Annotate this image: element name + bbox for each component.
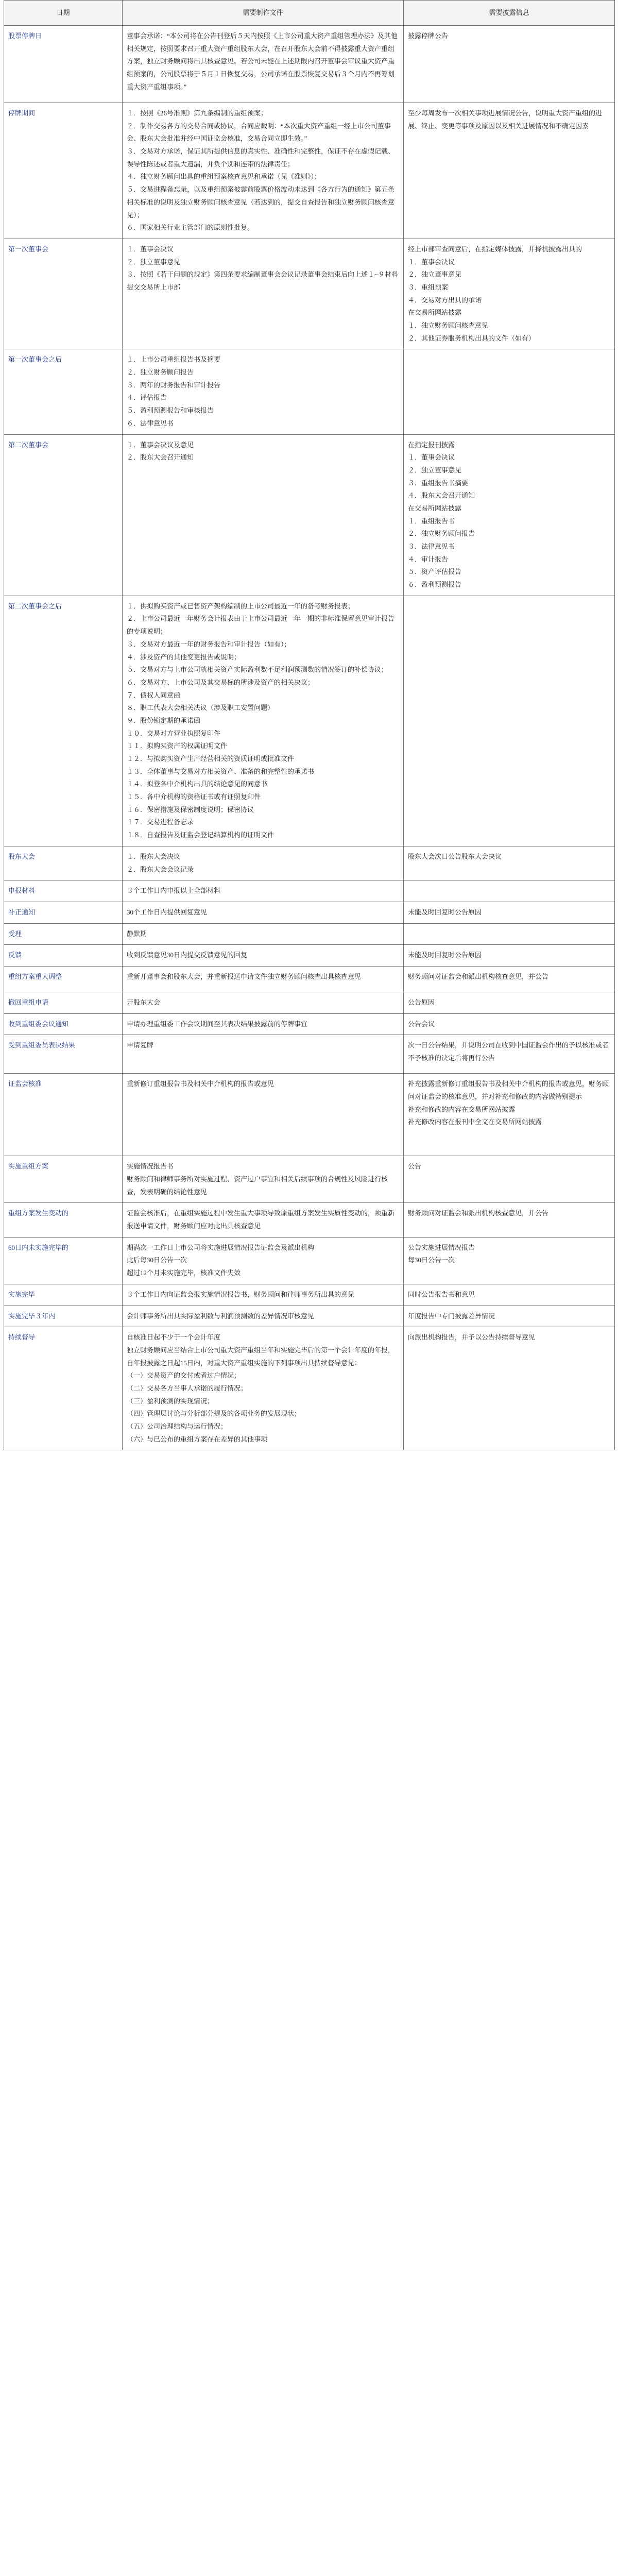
disclosure-item: 年度报告中专门披露差异情况 (408, 1312, 495, 1320)
file-item: １５．各中介机构的资格证书或有证照复印件 (127, 793, 261, 801)
stage-date-cell (4, 992, 123, 1013)
file-item: ５．交易对方与上市公司就相关资产实际盈利数不足利润预测数的情况签订的补偿协议； (127, 666, 388, 674)
required-files-cell (123, 902, 404, 923)
table-row (4, 945, 615, 967)
file-item: １４．拟登各中介机构出具的结论意见的同意书 (127, 780, 268, 788)
disclosure-cell (404, 1237, 615, 1284)
file-item: １．上市公司重组报告书及摘要 (127, 355, 221, 364)
disclosure-item: ２．独立董事意见 (408, 270, 462, 279)
disclosure-item: ５．资产评估报告 (408, 568, 462, 576)
disclosure-item: 未能及时回复时公告原因 (408, 908, 482, 916)
file-item: ４．评估报告 (127, 394, 167, 402)
required-files-cell (123, 349, 404, 434)
stage-label: 实施重组方案 (8, 1162, 49, 1171)
file-item: １．董事会决议 (127, 245, 174, 253)
required-files-cell (123, 1203, 404, 1237)
file-item: １．供拟购买资产或已售资产架构编制的上市公司最近一年的备考财务报表； (127, 602, 355, 610)
required-files-cell (123, 103, 404, 239)
required-files-cell (123, 880, 404, 902)
disclosure-cell (404, 1203, 615, 1237)
disclosure-item: ４．审计报告 (408, 555, 449, 563)
disclosure-cell (404, 596, 615, 846)
table-row (4, 1306, 615, 1327)
disclosure-item: ４．股东大会召开通知 (408, 492, 475, 500)
stage-date-cell (4, 902, 123, 923)
file-item: （六）与已公布的重组方案存在差异的其他事项 (127, 1435, 268, 1443)
table-row (4, 966, 615, 992)
file-item: 实施情况报告书 (127, 1162, 174, 1171)
stage-date-cell (4, 923, 123, 945)
table-row (4, 1013, 615, 1035)
table-row (4, 846, 615, 880)
required-files-cell (123, 26, 404, 103)
stage-label: 受到重组委员表决结果 (8, 1041, 76, 1049)
file-item: 申请复牌 (127, 1041, 154, 1049)
table-row (4, 434, 615, 596)
stage-date-cell (4, 945, 123, 967)
disclosure-cell (404, 992, 615, 1013)
file-item: 超过12个月未实施完毕，核准文件失效 (127, 1269, 241, 1277)
file-item: 重新开董事会和股东大会，并重新报送申请文件独立财务顾问核查出具核查意见 (127, 972, 362, 980)
header-date: 日期 (4, 1, 123, 26)
file-item: １．董事会决议及意见 (127, 440, 194, 449)
required-files-cell (123, 992, 404, 1013)
file-item: （四）管理层讨论与分析部分提及的各项业务的发展现状； (127, 1410, 301, 1418)
required-files-cell (123, 596, 404, 846)
file-item: 申请办理重组委工作会议期间至其表决结果披露前的停牌事宜 (127, 1020, 308, 1028)
file-item: ９．股份锁定期的承诺函 (127, 716, 201, 724)
disclosure-item: １．董事会决议 (408, 453, 455, 462)
file-item: （三）盈利预测的实现情况； (127, 1397, 214, 1405)
stage-date-cell (4, 434, 123, 596)
disclosure-item: ２．其他证券服务机构出具的文件（如有） (408, 334, 536, 342)
disclosure-item: ４．交易对方出具的承诺 (408, 296, 482, 304)
file-item: ３．交易对方承诺，保证其所提供信息的真实性、准确性和完整性，保证不存在虚假记载、误导性陈述或者重大遗漏，并负个别和连带的法律责任； (127, 147, 395, 168)
file-item: ２．独立董事意见 (127, 258, 181, 266)
file-item: １６．保密措施及保密制度说明；保密协议 (127, 805, 254, 814)
stage-date-cell (4, 349, 123, 434)
file-item: ６．法律意见书 (127, 419, 174, 427)
stage-date-cell (4, 1203, 123, 1237)
disclosure-item: １．董事会决议 (408, 258, 455, 266)
table-row (4, 1237, 615, 1284)
disclosure-item: 补充披露重新修订重组报告书及相关中介机构的报告或意见，财务顾问对证监会的核准意见，并对补充和修改的内容做特别提示 (408, 1080, 609, 1100)
stage-date-cell (4, 1306, 123, 1327)
disclosure-cell (404, 966, 615, 992)
disclosure-item: 公告原因 (408, 998, 435, 1006)
disclosure-item: 未能及时回复时公告原因 (408, 951, 482, 959)
file-item: ２．独立财务顾问报告 (127, 368, 194, 377)
table-row (4, 902, 615, 923)
required-files-cell (123, 846, 404, 880)
file-item: 会计师事务所出具实际盈利数与利润预测数的差异情况审核意见 (127, 1312, 315, 1320)
required-files-cell (123, 1035, 404, 1074)
disclosure-item: 在指定报刊披露 (408, 440, 455, 449)
stage-label: 持续督导 (8, 1333, 36, 1342)
stage-date-cell (4, 1327, 123, 1450)
header-disclosure: 需要披露信息 (404, 1, 615, 26)
disclosure-item: 公告实施进展情况报告 (408, 1243, 475, 1251)
disclosure-item: 在交易所网站披露 (408, 504, 462, 512)
disclosure-cell (404, 239, 615, 349)
stage-label: 重组方案重大调整 (8, 972, 62, 980)
file-item: １２．与拟购买资产生产经营相关的资质证明或批准文件 (127, 755, 295, 762)
required-files-cell (123, 966, 404, 992)
stage-label: 受理 (8, 929, 22, 938)
file-item: 独立财务顾问应当结合上市公司重大资产重组当年和实施完毕后的第一个会计年度的年报，自年报披露之日起15日内，对重大资产重组实施的下列事项出具持续督导意见： (127, 1346, 395, 1367)
file-item: １．股东大会决议 (127, 852, 181, 860)
file-item: ７．债权人同意函 (127, 691, 181, 699)
stage-label: 申报材料 (8, 887, 36, 895)
disclosure-cell (404, 349, 615, 434)
disclosure-item: 披露停牌公告 (408, 32, 449, 40)
file-item: １．按照《26号准则》第九条编制的重组预案； (127, 109, 268, 117)
file-item: 财务顾问和律师事务所对实施过程、资产过户事宜和相关后续事项的合规性及风险进行核查，发表明确的结论性意见 (127, 1175, 388, 1196)
file-item: 30个工作日内提供回复意见 (127, 908, 208, 916)
table-row (4, 1074, 615, 1156)
stage-label: 停牌期间 (8, 109, 36, 117)
stage-label: 股票停牌日 (8, 32, 42, 40)
stage-date-cell (4, 26, 123, 103)
file-item: １１．拟购买资产的权属证明文件 (127, 742, 228, 750)
file-item: 重新修订重组报告书及相关中介机构的报告或意见 (127, 1080, 274, 1088)
table-row (4, 596, 615, 846)
stage-date-cell (4, 966, 123, 992)
stage-date-cell (4, 103, 123, 239)
disclosure-item: ３．重组预案 (408, 283, 449, 291)
file-item: （二）交易各方当事人承诺的履行情况； (127, 1384, 248, 1392)
stage-label: 股东大会 (8, 852, 36, 860)
disclosure-item: 同时公告报告书和意见 (408, 1290, 475, 1298)
restructuring-schedule-table (4, 0, 615, 1450)
file-item: ２．股东大会召开通知 (127, 453, 194, 462)
file-item: ３．按照《若干问题的规定》第四条要求编制董事会会议记录董事会结束后向上述１~９材料提交交易所上市部 (127, 270, 399, 291)
stage-date-cell (4, 1284, 123, 1306)
file-item: １０．交易对方营业执照复印件 (127, 729, 221, 737)
table-header-row (4, 1, 615, 26)
disclosure-cell (404, 1156, 615, 1203)
table-row (4, 923, 615, 945)
required-files-cell (123, 1284, 404, 1306)
disclosure-cell (404, 1306, 615, 1327)
file-item: 开股东大会 (127, 998, 161, 1006)
disclosure-cell (404, 945, 615, 967)
table-row (4, 992, 615, 1013)
disclosure-item: 至少每周发布一次相关事项进展情况公告，说明重大资产重组的进展、终止、变更等事项及原因以及相关进展情况和不确定因素 (408, 109, 603, 130)
file-item: 董事会承诺：“本公司将在公告刊登后５天内按照《上市公司重大资产重组管理办法》及其他相关规定，按照要求召开重大资产重组股东大会，在召开股东大会前不得披露重大资产重组方案，独立财务顾问将出具核查意见。若公司未能在上述期限内召开董事会审议重大资产重组预案的，公司股票将于５月１日恢复交易，公司承诺在股票恢复交易后３个月内不再筹划重大资产重组事项。” (127, 32, 398, 91)
disclosure-item: 经上市部审查同意后，在指定媒体披露，并择机披露出具的 (408, 245, 582, 253)
stage-date-cell (4, 1237, 123, 1284)
required-files-cell (123, 434, 404, 596)
stage-label: 60日内未实施完毕的 (8, 1243, 69, 1251)
table-row (4, 103, 615, 239)
required-files-cell (123, 1074, 404, 1156)
stage-label: 证监会核准 (8, 1080, 42, 1088)
disclosure-cell (404, 1327, 615, 1450)
file-item: ３．交易对方最近一年的财务报告和审计报告（如有）； (127, 640, 291, 648)
stage-date-cell (4, 1074, 123, 1156)
file-item: ５．交易进程备忘录，以及重组预案披露前股票价格波动未达到《各方行为的通知》第五条相关标准的说明及独立财务顾问核查意见（若达到的，提交自查报告和独立财务顾问核查意见）； (127, 185, 395, 219)
table-row (4, 239, 615, 349)
disclosure-item: 公告会议 (408, 1020, 435, 1028)
table-row (4, 1284, 615, 1306)
disclosure-item: 在交易所网站披露 (408, 309, 462, 317)
stage-date-cell (4, 239, 123, 349)
disclosure-cell (404, 1035, 615, 1074)
file-item: 收到反馈意见30日内提交反馈意见的回复 (127, 951, 248, 959)
file-item: （五）公司治理结构与运行情况； (127, 1422, 228, 1430)
file-item: ５．盈利预测报告和审核报告 (127, 406, 214, 415)
table-row (4, 880, 615, 902)
table-row (4, 349, 615, 434)
file-item: ２．制作交易各方的交易合同或协议，合同应载明：“本次重大资产重组一经上市公司董事会、股东大会批准并经中国证监会核准，交易合同立即生效。” (127, 122, 391, 143)
file-item: 静默期 (127, 929, 147, 938)
file-item: 自核准日起不少于一个会计年度 (127, 1333, 221, 1342)
file-item: （一）交易资产的交付或者过户情况； (127, 1371, 241, 1380)
table-body (4, 26, 615, 1450)
file-item: 证监会核准后，在重组实施过程中发生重大事项导致原重组方案发生实质性变动的，须重新报送申请文件，财务顾问应对此出具核查意见 (127, 1209, 395, 1230)
stage-label: 撤回重组申请 (8, 998, 49, 1006)
disclosure-cell (404, 880, 615, 902)
stage-label: 第二次董事会之后 (8, 602, 62, 610)
required-files-cell (123, 945, 404, 967)
disclosure-item: ３．法律意见书 (408, 543, 455, 550)
stage-label: 第一次董事会之后 (8, 355, 62, 364)
required-files-cell (123, 1237, 404, 1284)
file-item: １８．自查报告及证监会登记结算机构的证明文件 (127, 831, 274, 839)
disclosure-item: 财务顾问对证监会和派出机构核查意见，并公告 (408, 972, 549, 980)
disclosure-cell (404, 434, 615, 596)
disclosure-item: 公告 (408, 1162, 422, 1171)
table-row (4, 26, 615, 103)
disclosure-item: 次一日公告结果，并说明公司在收到中国证监会作出的予以核准或者不予核准的决定后将再行公告 (408, 1041, 609, 1062)
disclosure-cell (404, 1074, 615, 1156)
file-item: ６．国家相关行业主管部门的原则性批复。 (127, 224, 254, 232)
table-row (4, 1327, 615, 1450)
disclosure-cell (404, 1284, 615, 1306)
disclosure-item: ２．独立董事意见 (408, 466, 462, 474)
stage-label: 第二次董事会 (8, 440, 49, 449)
disclosure-cell (404, 1013, 615, 1035)
disclosure-cell (404, 846, 615, 880)
table-row (4, 1035, 615, 1074)
required-files-cell (123, 923, 404, 945)
disclosure-item: ６．盈利预测报告 (408, 581, 462, 589)
stage-label: 实施完毕３年内 (8, 1312, 56, 1320)
disclosure-cell (404, 103, 615, 239)
disclosure-item: 补充修改内容在报刊中全文在交易所网站披露 (408, 1118, 542, 1126)
file-item: １７．交易进程备忘录 (127, 818, 194, 826)
stage-label: 第一次董事会 (8, 245, 49, 253)
stage-date-cell (4, 596, 123, 846)
disclosure-item: 财务顾问对证监会和派出机构核查意见，并公告 (408, 1209, 549, 1217)
required-files-cell (123, 1327, 404, 1450)
disclosure-item: １．重组报告书 (408, 517, 455, 525)
file-item: ６．交易对方、上市公司及其交易标的所涉及资产的相关决议； (127, 678, 315, 686)
required-files-cell (123, 1306, 404, 1327)
file-item: ３个工作日内向证监会报实施情况报告书，财务顾问和律师事务所出具的意见 (127, 1290, 355, 1298)
disclosure-item: 每30日公告一次 (408, 1256, 455, 1264)
stage-date-cell (4, 880, 123, 902)
stage-date-cell (4, 1013, 123, 1035)
required-files-cell (123, 1156, 404, 1203)
disclosure-item: ２．独立财务顾问报告 (408, 530, 475, 538)
stage-label: 反馈 (8, 951, 22, 959)
file-item: ４．涉及资产的其他变更报告或说明； (127, 653, 241, 661)
table-row (4, 1156, 615, 1203)
required-files-cell (123, 1013, 404, 1035)
stage-label: 重组方案发生变动的 (8, 1209, 69, 1217)
file-item: １３．全体董事与交易对方相关资产、准备的和完整性的承诺书 (127, 767, 315, 775)
table-row (4, 1203, 615, 1237)
required-files-cell (123, 239, 404, 349)
disclosure-cell (404, 902, 615, 923)
disclosure-item: ３．重组报告书摘要 (408, 479, 469, 487)
file-item: ２．股东大会会议记录 (127, 865, 194, 873)
file-item: ８．职工代表大会相关决议（涉及职工安置问题） (127, 704, 274, 712)
stage-date-cell (4, 846, 123, 880)
header-files: 需要制作文件 (123, 1, 404, 26)
disclosure-item: 向派出机构报告，并予以公告持续督导意见 (408, 1333, 536, 1342)
disclosure-item: １．独立财务顾问核查意见 (408, 321, 489, 329)
disclosure-item: 补充和修改的内容在交易所网站披露 (408, 1105, 516, 1113)
stage-label: 补正通知 (8, 908, 36, 916)
stage-date-cell (4, 1156, 123, 1203)
file-item: ３个工作日内申报以上全部材料 (127, 887, 221, 895)
stage-date-cell (4, 1035, 123, 1074)
disclosure-item: 股东大会次日公告股东大会决议 (408, 852, 502, 860)
stage-label: 实施完毕 (8, 1290, 36, 1298)
file-item: 此后每30日公告一次 (127, 1256, 187, 1264)
disclosure-cell (404, 26, 615, 103)
file-item: ２．上市公司最近一年财务会计报表由于上市公司最近一年一期的非标准保留意见审计报告的专项说明； (127, 615, 395, 636)
disclosure-cell (404, 923, 615, 945)
stage-label: 收到重组委会议通知 (8, 1020, 69, 1028)
file-item: 期满次一工作日上市公司将实施进展情况报告证监会及派出机构 (127, 1243, 315, 1251)
file-item: ３．两年的财务报告和审计报告 (127, 381, 221, 389)
file-item: ４．独立财务顾问出具的重组预案核查意见和承诺（见《准则》）； (127, 173, 321, 181)
